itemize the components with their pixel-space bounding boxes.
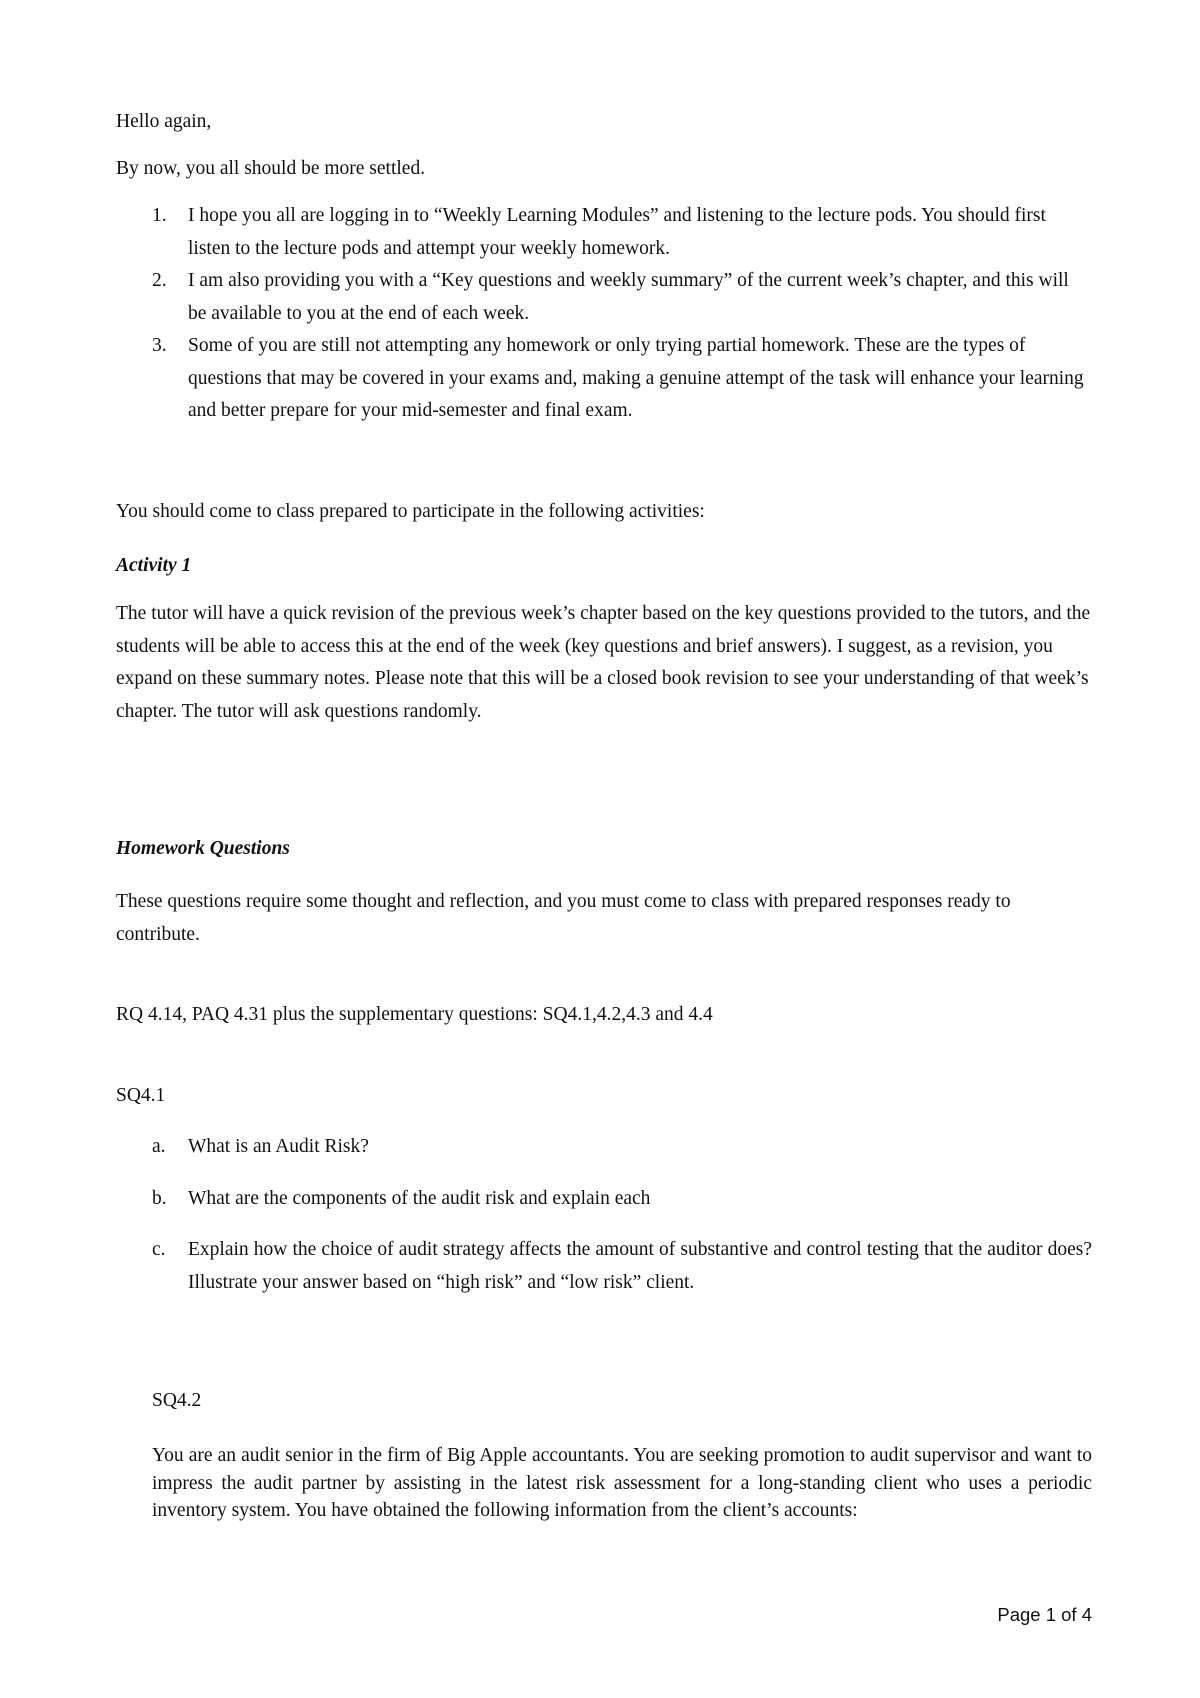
sq42-label: SQ4.2 <box>152 1390 202 1411</box>
greeting: Hello again, <box>116 111 212 132</box>
list-item <box>116 265 1092 330</box>
list-letter: a. <box>152 1136 166 1157</box>
homework-paragraph: These questions require some thought and reflection, and you must come to class with prepared responses ready to contribute. <box>116 891 1011 945</box>
list-item-text: Explain how the choice of audit strategy affects the amount of substantive and control testing that the auditor does? Illustrate your answer based on “high risk” and “low risk” client. <box>188 1239 1092 1293</box>
list-letter: b. <box>152 1187 167 1209</box>
list-item <box>116 1183 1092 1216</box>
numbered-list <box>116 200 1092 428</box>
list-item <box>116 200 1092 265</box>
sq41-items <box>116 1131 1092 1299</box>
list-item-text: What are the components of the audit risk and explain each <box>188 1187 651 1209</box>
intro-paragraph: By now, you all should be more settled. <box>116 158 426 179</box>
activity-heading: Activity 1 <box>116 555 192 576</box>
activities-intro: You should come to class prepared to participate in the following activities: <box>116 501 705 522</box>
list-number: 2. <box>152 270 167 291</box>
sq41-label: SQ4.1 <box>116 1085 166 1106</box>
activity-paragraph: The tutor will have a quick revision of the previous week’s chapter based on the key questions provided to the tutors, and the students will be able to access this at the end of the week (key questions and brief answers). I suggest, as a revision, you expand on these summary notes. Please note that this will be a closed book revision to see your understanding of that week’s chapter. The tutor will ask questions randomly. <box>116 603 1091 722</box>
homework-heading: Homework Questions <box>116 838 290 859</box>
list-item <box>116 1131 1092 1164</box>
list-item <box>116 1234 1092 1299</box>
page-number: Page 1 of 4 <box>997 1604 1092 1625</box>
sq42-paragraph: You are an audit senior in the firm of Big Apple accountants. You are seeking promotion to audit supervisor and want to impress the audit partner by assisting in the latest risk assessment for a long-standing client who uses a periodic inventory system. You have obtained the following information from the client’s accounts: <box>152 1445 1092 1521</box>
list-item-text: I hope you all are logging in to “Weekly Learning Modules” and listening to the lecture pods. You should first listen to the lecture pods and attempt your weekly homework. <box>188 205 1046 259</box>
list-item <box>116 330 1092 428</box>
list-number: 3. <box>152 335 167 356</box>
homework-question-list: RQ 4.14, PAQ 4.31 plus the supplementary questions: SQ4.1,4.2,4.3 and 4.4 <box>116 1004 713 1025</box>
list-item-text: What is an Audit Risk? <box>188 1136 369 1157</box>
list-number: 1. <box>152 205 167 226</box>
list-letter: c. <box>152 1239 166 1260</box>
list-item-text: Some of you are still not attempting any homework or only trying partial homework. These are the types of questions that may be covered in your exams and, making a genuine attempt of the task will enhance your learning and better prepare for your mid-semester and final exam. <box>188 335 1084 421</box>
list-item-text: I am also providing you with a “Key questions and weekly summary” of the current week’s chapter, and this will be available to you at the end of each week. <box>188 270 1069 324</box>
